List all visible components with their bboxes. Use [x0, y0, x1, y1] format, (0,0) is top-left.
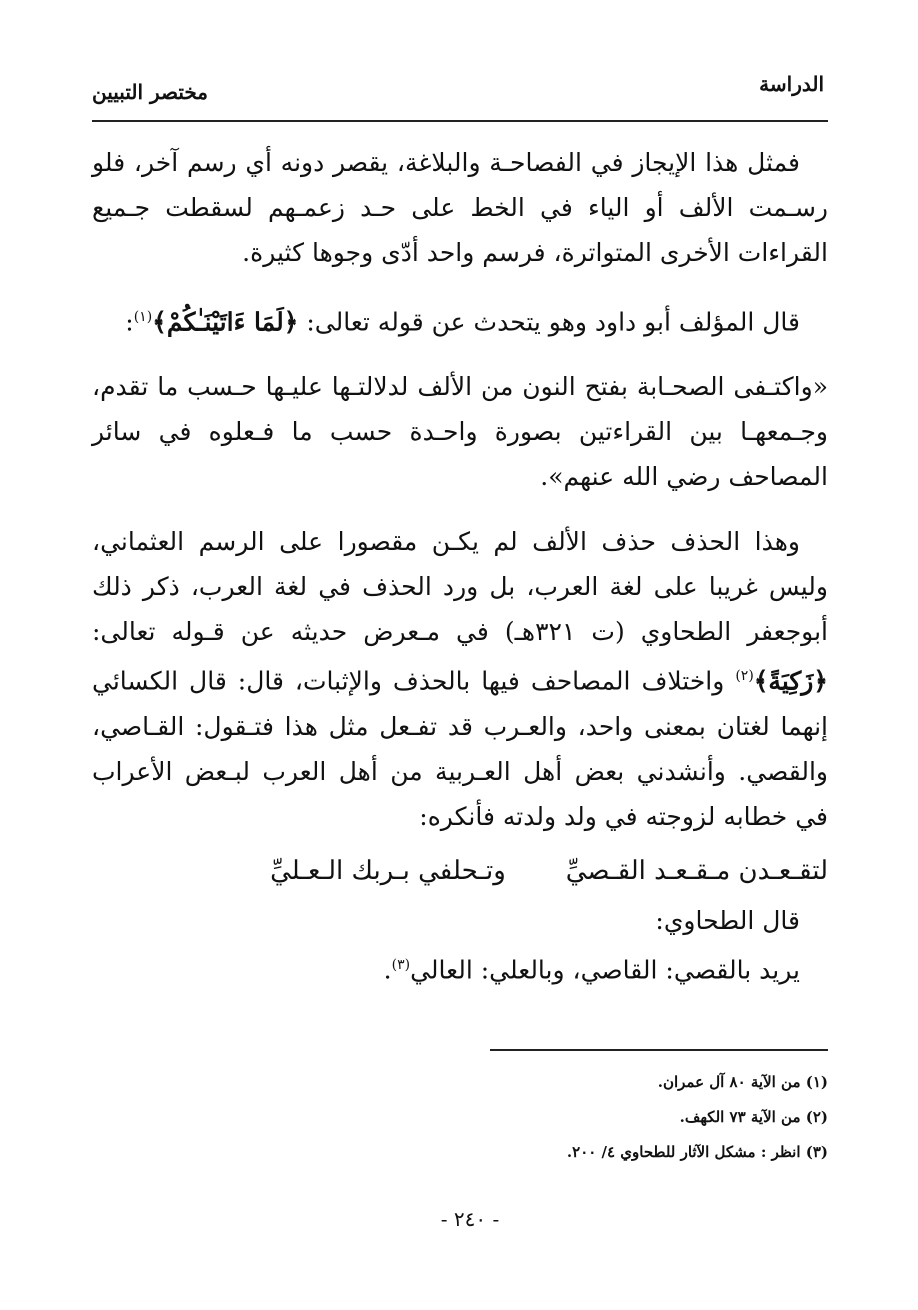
- footnote-ref-3: (٣): [391, 956, 411, 973]
- paragraph-5: قال الطحاوي:: [655, 905, 800, 935]
- footnote-divider: [490, 1049, 828, 1051]
- paragraph-3-quote: «واكتـفى الصحـابة بفتح النون من الألف لدلالتـها عليـها حـسب ما تقدم، وجـمعهـا بين القراءتين بصورة واحـدة حسب ما فـعلوه في سائر المصاحف رضي الله عنهم».: [92, 372, 828, 492]
- paragraph-4-part-b: واختلاف المصاحف فيها بالحذف والإثبات، قال: قال الكسائي إنهما لغتان بمعنى واحد، والعـرب قد تفـعل مثل هذا فتـقول: القـاصي، والقصي. وأنشدني بعض أهل العـربية من أهل العرب لبـعض الأعراب في خطابه لزوجته في ولد ولدته فأنكره:: [92, 666, 828, 831]
- header-divider: [92, 120, 828, 122]
- poem-second-hemistich: وتـحلفي بـربك الـعـليِّ: [270, 855, 506, 886]
- main-text: [92, 140, 828, 992]
- book-title: مختصر التبيين: [92, 80, 209, 104]
- paragraph-6-end: .: [383, 954, 392, 984]
- paragraph-2-text: قال المؤلف أبو داود وهو يتحدث عن قوله تعالى:: [306, 307, 800, 337]
- paragraph-4-part-a: وهذا الحذف حذف الألف لم يكـن مقصورا على الرسم العثماني، وليس غريبا على لغة العرب، بل ورد الحذف في لغة العرب، ذكر ذلك أبوجعفر الطحاوي (ت ٣٢١هـ) في مـعرض حديثه عن قـوله تعالى:: [92, 527, 828, 647]
- footnote-3: (٣) انظر : مشكل الآثار للطحاوي ٤/ ٢٠٠.: [566, 1143, 828, 1161]
- paragraph-2-end: :: [125, 307, 134, 337]
- quran-verse-1: ﴿لَمَا ءَاتَيْنَـٰكُمْ﴾: [152, 307, 299, 337]
- footnote-1: (١) من الآية ٨٠ آل عمران.: [657, 1073, 828, 1091]
- footnote-ref-1: (١): [133, 309, 153, 325]
- section-title: الدراسة: [759, 72, 824, 96]
- page-number: - ٢٤٠ -: [440, 1207, 500, 1231]
- paragraph-6: [92, 943, 828, 992]
- footnotes: [420, 1065, 828, 1170]
- paragraph-2: [92, 295, 828, 344]
- footnote-2: (٢) من الآية ٧٣ الكهف.: [679, 1108, 828, 1126]
- quran-verse-2: ﴿زَكِيَةً﴾: [753, 666, 828, 696]
- running-header: [92, 72, 828, 108]
- paragraph-1: فمثل هذا الإيجاز في الفصاحـة والبلاغة، يقصر دونه أي رسم آخر، فلو رسـمت الألف أو الياء في الخط على حـد زعمـهم لسقطت جـميع القراءات الأخرى المتواترة، فرسم واحد أدّى وجوها كثيرة.: [92, 148, 828, 267]
- paragraph-6-text: يريد بالقصي: القاصي، وبالعلي: العالي: [410, 954, 800, 984]
- poem-first-hemistich: لتقـعـدن مـقـعـد القـصيِّ: [565, 855, 828, 886]
- paragraph-4: [92, 519, 828, 838]
- poem-verse: [92, 849, 828, 894]
- footnote-ref-2: (٢): [735, 668, 754, 685]
